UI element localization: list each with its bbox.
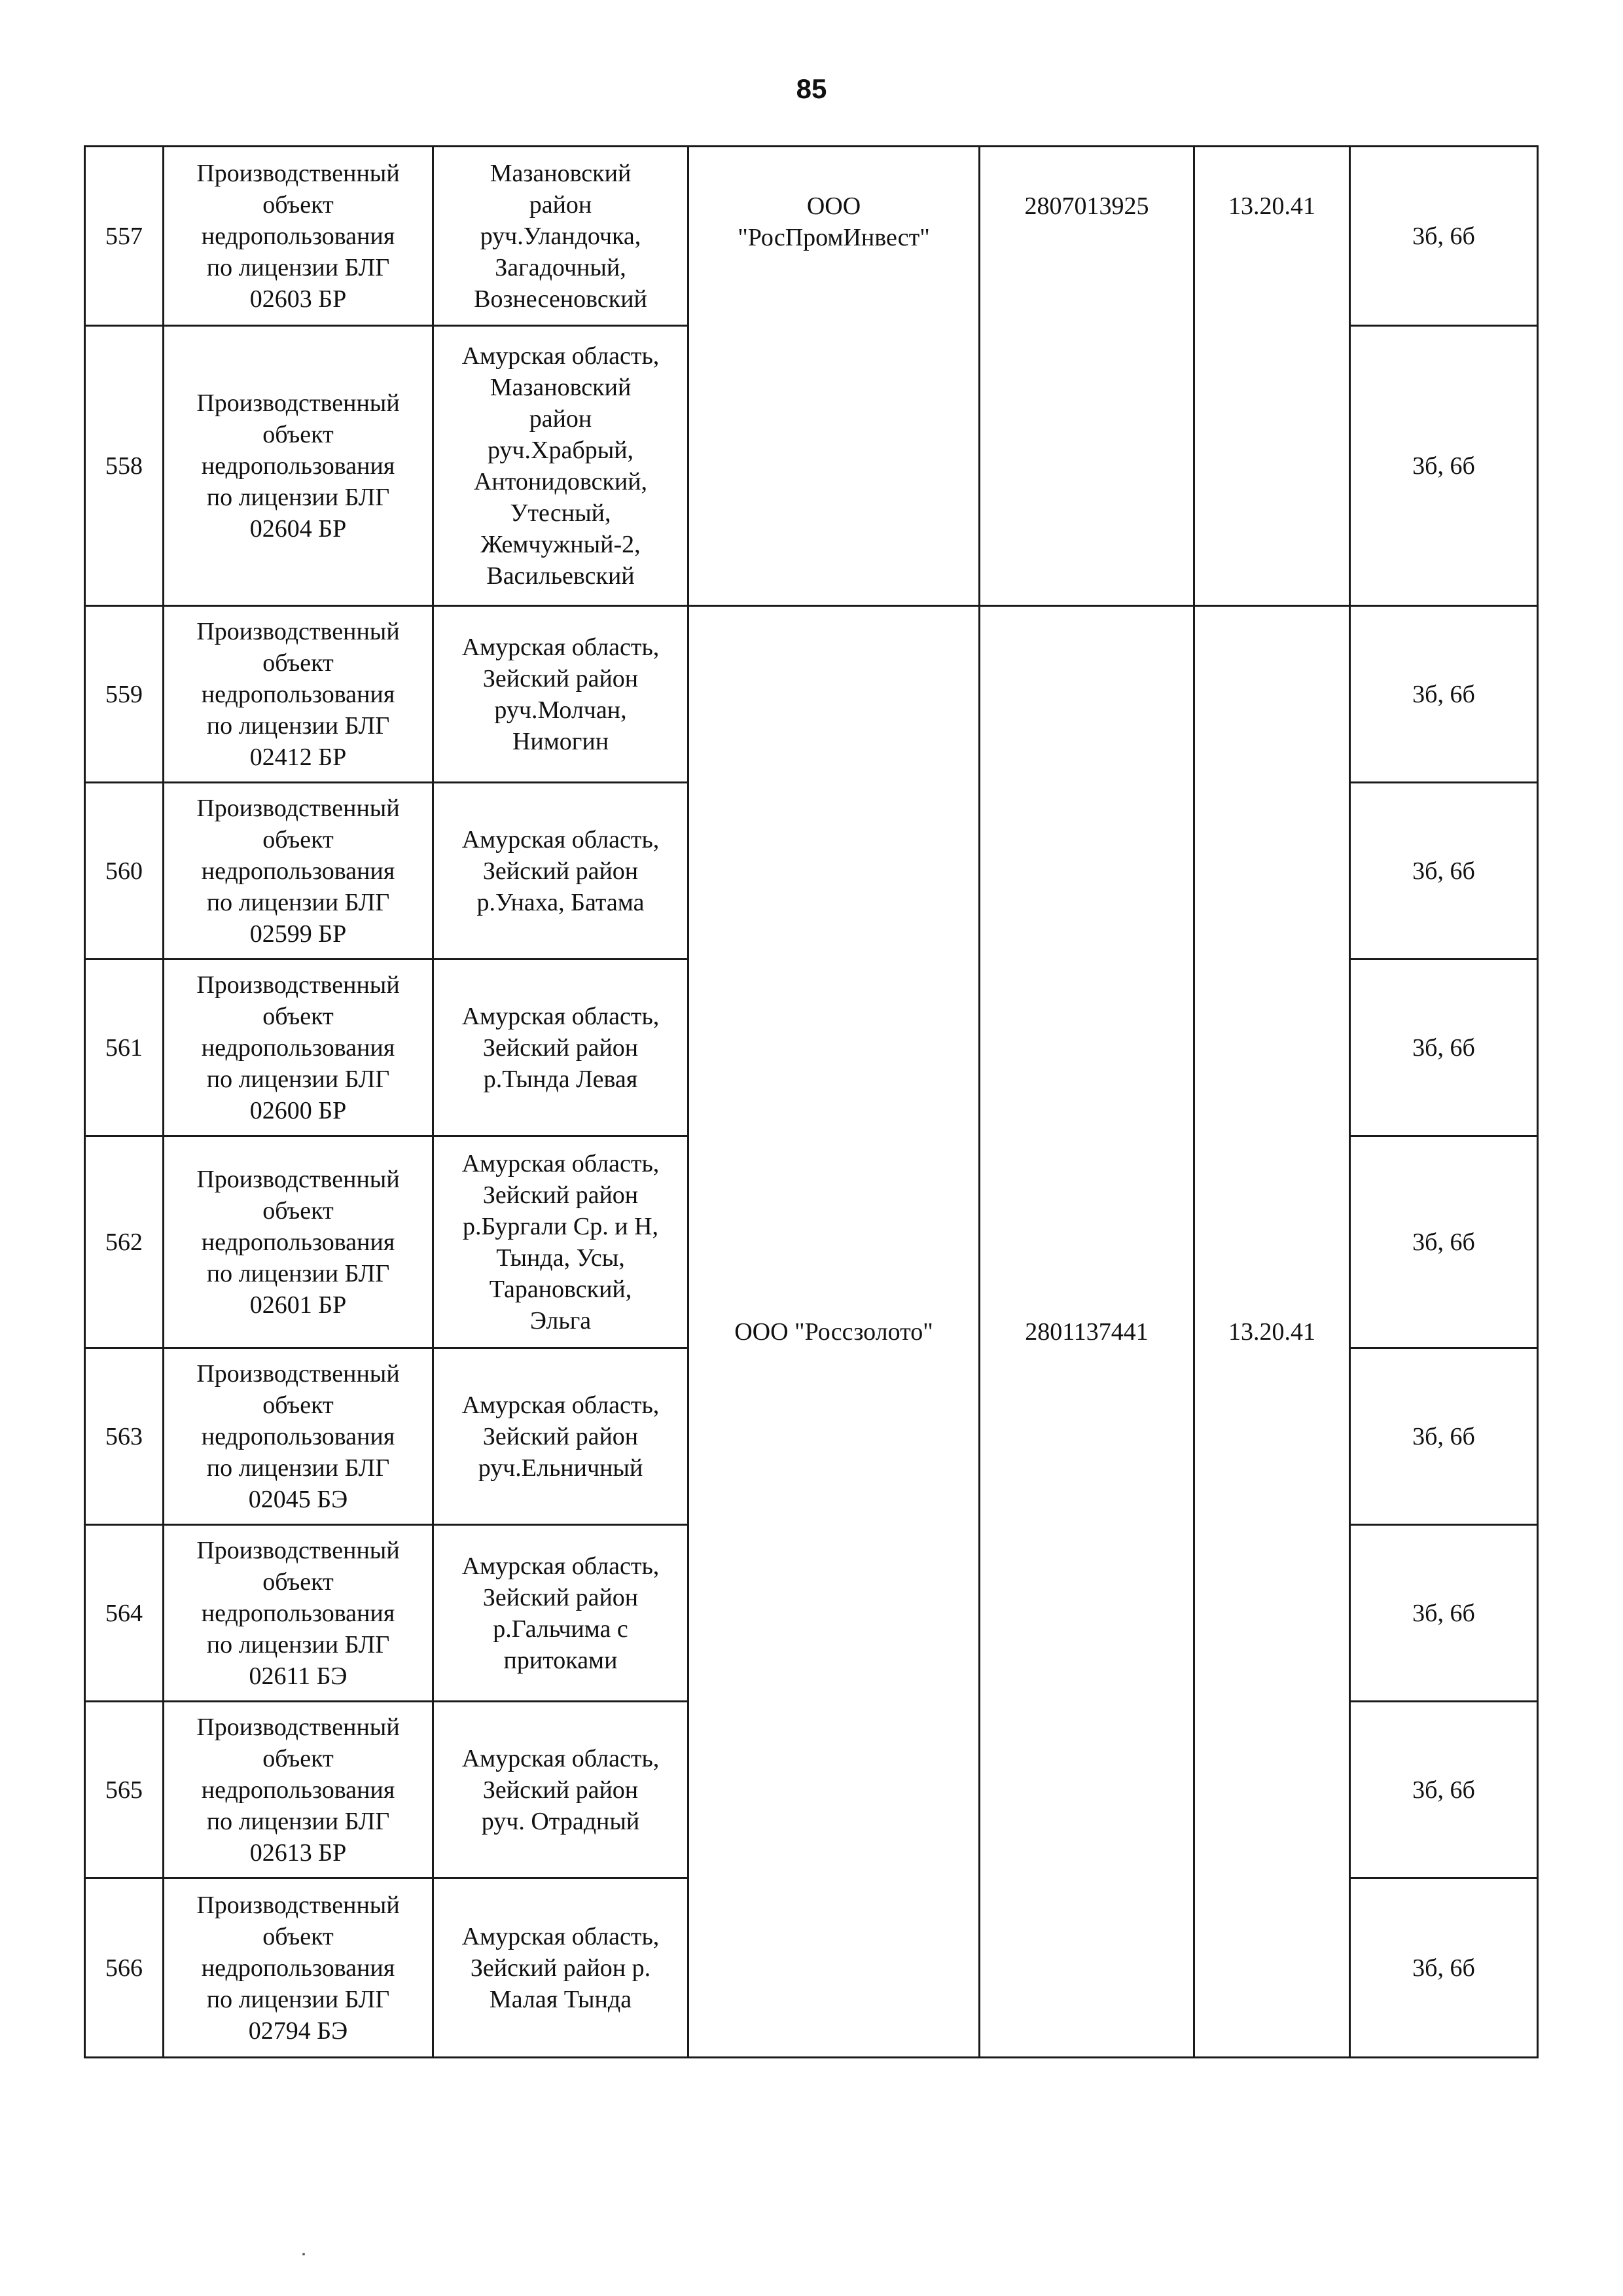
row-number: 562: [85, 1136, 164, 1348]
organization-name: ООО "Россзолото": [688, 606, 980, 2058]
object-location: Амурская область, Зейский район р.Гальчима с притоками: [433, 1525, 688, 1702]
row-number: 563: [85, 1348, 164, 1525]
hazard-class: 3б, 6б: [1350, 147, 1538, 326]
table-row: [85, 147, 1538, 326]
object-location: Мазановский район руч.Уландочка, Загадочный, Вознесеновский: [433, 147, 688, 326]
hazard-class: 3б, 6б: [1350, 606, 1538, 783]
hazard-class: 3б, 6б: [1350, 1136, 1538, 1348]
hazard-class: 3б, 6б: [1350, 1525, 1538, 1702]
row-number: 559: [85, 606, 164, 783]
object-location: Амурская область, Зейский район р.Унаха, Батама: [433, 783, 688, 960]
table-row: [85, 606, 1538, 783]
object-name: Производственный объект недропользования по лицензии БЛГ 02613 БР: [164, 1702, 433, 1878]
hazard-class: 3б, 6б: [1350, 1878, 1538, 2058]
object-location: Амурская область, Зейский район р.Бургали Ср. и Н, Тында, Усы, Тарановский, Эльга: [433, 1136, 688, 1348]
okved-code: 13.20.41: [1194, 606, 1350, 2058]
object-location: Амурская область, Мазановский район руч.Храбрый, Антонидовский, Утесный, Жемчужный-2, Васильевский: [433, 326, 688, 606]
object-name: Производственный объект недропользования по лицензии БЛГ 02604 БР: [164, 326, 433, 606]
organization-name: ООО "РосПромИнвест": [688, 147, 980, 606]
object-name: Производственный объект недропользования по лицензии БЛГ 02045 БЭ: [164, 1348, 433, 1525]
registry-table: [84, 145, 1539, 2058]
row-number: 558: [85, 326, 164, 606]
object-name: Производственный объект недропользования по лицензии БЛГ 02794 БЭ: [164, 1878, 433, 2058]
okved-code: 13.20.41: [1194, 147, 1350, 606]
hazard-class: 3б, 6б: [1350, 1702, 1538, 1878]
object-name: Производственный объект недропользования по лицензии БЛГ 02412 БР: [164, 606, 433, 783]
organization-inn: 2807013925: [980, 147, 1194, 606]
row-number: 566: [85, 1878, 164, 2058]
row-number: 564: [85, 1525, 164, 1702]
hazard-class: 3б, 6б: [1350, 783, 1538, 960]
hazard-class: 3б, 6б: [1350, 326, 1538, 606]
object-location: Амурская область, Зейский район руч. Отрадный: [433, 1702, 688, 1878]
object-location: Амурская область, Зейский район р. Малая Тында: [433, 1878, 688, 2058]
row-number: 557: [85, 147, 164, 326]
object-name: Производственный объект недропользования по лицензии БЛГ 02600 БР: [164, 960, 433, 1136]
object-name: Производственный объект недропользования по лицензии БЛГ 02599 БР: [164, 783, 433, 960]
object-name: Производственный объект недропользования по лицензии БЛГ 02601 БР: [164, 1136, 433, 1348]
row-number: 565: [85, 1702, 164, 1878]
row-number: 560: [85, 783, 164, 960]
object-name: Производственный объект недропользования по лицензии БЛГ 02603 БР: [164, 147, 433, 326]
row-number: 561: [85, 960, 164, 1136]
object-name: Производственный объект недропользования по лицензии БЛГ 02611 БЭ: [164, 1525, 433, 1702]
object-location: Амурская область, Зейский район руч.Молчан, Нимогин: [433, 606, 688, 783]
page-number: 85: [796, 73, 827, 104]
scan-artifact: [302, 2253, 305, 2255]
organization-inn: 2801137441: [980, 606, 1194, 2058]
object-location: Амурская область, Зейский район р.Тында Левая: [433, 960, 688, 1136]
object-location: Амурская область, Зейский район руч.Ельничный: [433, 1348, 688, 1525]
hazard-class: 3б, 6б: [1350, 960, 1538, 1136]
hazard-class: 3б, 6б: [1350, 1348, 1538, 1525]
